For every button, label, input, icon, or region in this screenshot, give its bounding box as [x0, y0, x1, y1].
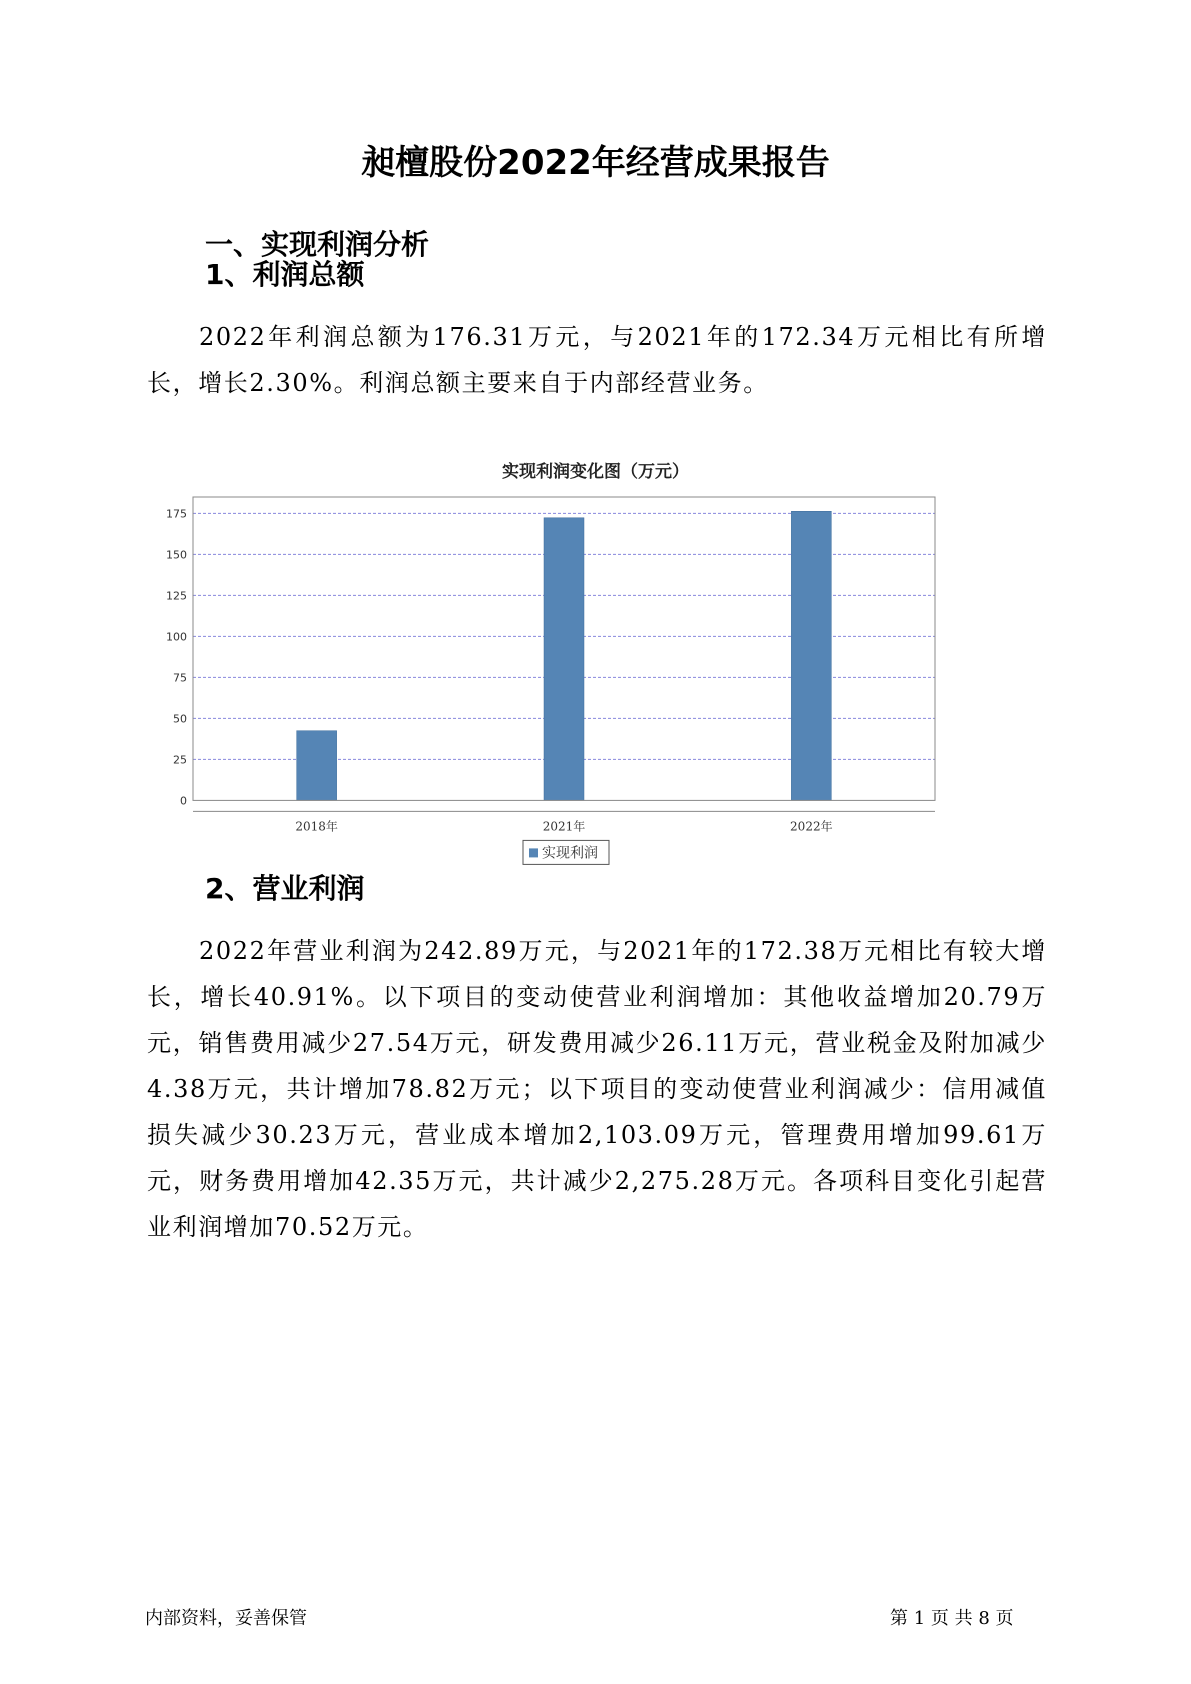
- bar-2022年: [791, 511, 831, 800]
- report-title: 昶檀股份2022年经营成果报告: [361, 143, 830, 183]
- section-heading-profit-analysis: 一、实现利润分析: [205, 228, 430, 261]
- chart-y-tick-labels: [166, 507, 187, 807]
- bar-2018年: [297, 731, 337, 801]
- y-tick-label: 175: [166, 507, 187, 521]
- chart-legend: [523, 840, 609, 864]
- subheading-total-profit: 1、利润总额: [205, 258, 365, 291]
- x-tick-label: 2022年: [790, 819, 833, 834]
- chart-x-tick-labels: [295, 818, 832, 833]
- subheading-operating-profit: 2、营业利润: [205, 872, 365, 905]
- paragraph-operating-profit: 2022年营业利润为242.89万元，与2021年的172.38万元相比有较大增长，增长40.91%。以下项目的变动使营业利润增加：其他收益增加20.79万元，销售费用减少27.54万元，研发费用减少26.11万元，营业税金及附加减少4.38万元，共计增加78.82万元；以下项目的变动使营业利润减少：信用减值损失减少30.23万元，营业成本增加2,103.09万元，管理费用增加99.61万元，财务费用增加42.35万元，共计减少2,275.28万元。各项科目变化引起营业利润增加70.52万元。: [147, 937, 1047, 1241]
- chart-title: 实现利润变化图（万元）: [502, 462, 689, 482]
- legend-label: 实现利润: [542, 845, 598, 862]
- y-tick-label: 0: [180, 794, 187, 808]
- legend-swatch: [529, 848, 538, 857]
- profit-bar-chart: [160, 495, 1040, 862]
- footer-page-number: 第 1 页 共 8 页: [890, 1608, 1014, 1629]
- y-tick-label: 75: [173, 671, 187, 685]
- y-tick-label: 50: [173, 712, 187, 726]
- x-tick-label: 2018年: [295, 819, 338, 834]
- bar-2021年: [544, 518, 584, 801]
- chart-bars: [297, 511, 832, 800]
- x-tick-label: 2021年: [542, 819, 586, 834]
- y-tick-label: 100: [166, 630, 187, 644]
- footer-confidential-note: 内部资料，妥善保管: [145, 1608, 307, 1629]
- y-tick-label: 25: [173, 753, 187, 767]
- y-tick-label: 150: [166, 548, 187, 562]
- paragraph-total-profit: 2022年利润总额为176.31万元，与2021年的172.34万元相比有所增长，增长2.30%。利润总额主要来自于内部经营业务。: [147, 323, 1047, 397]
- y-tick-label: 125: [166, 589, 187, 603]
